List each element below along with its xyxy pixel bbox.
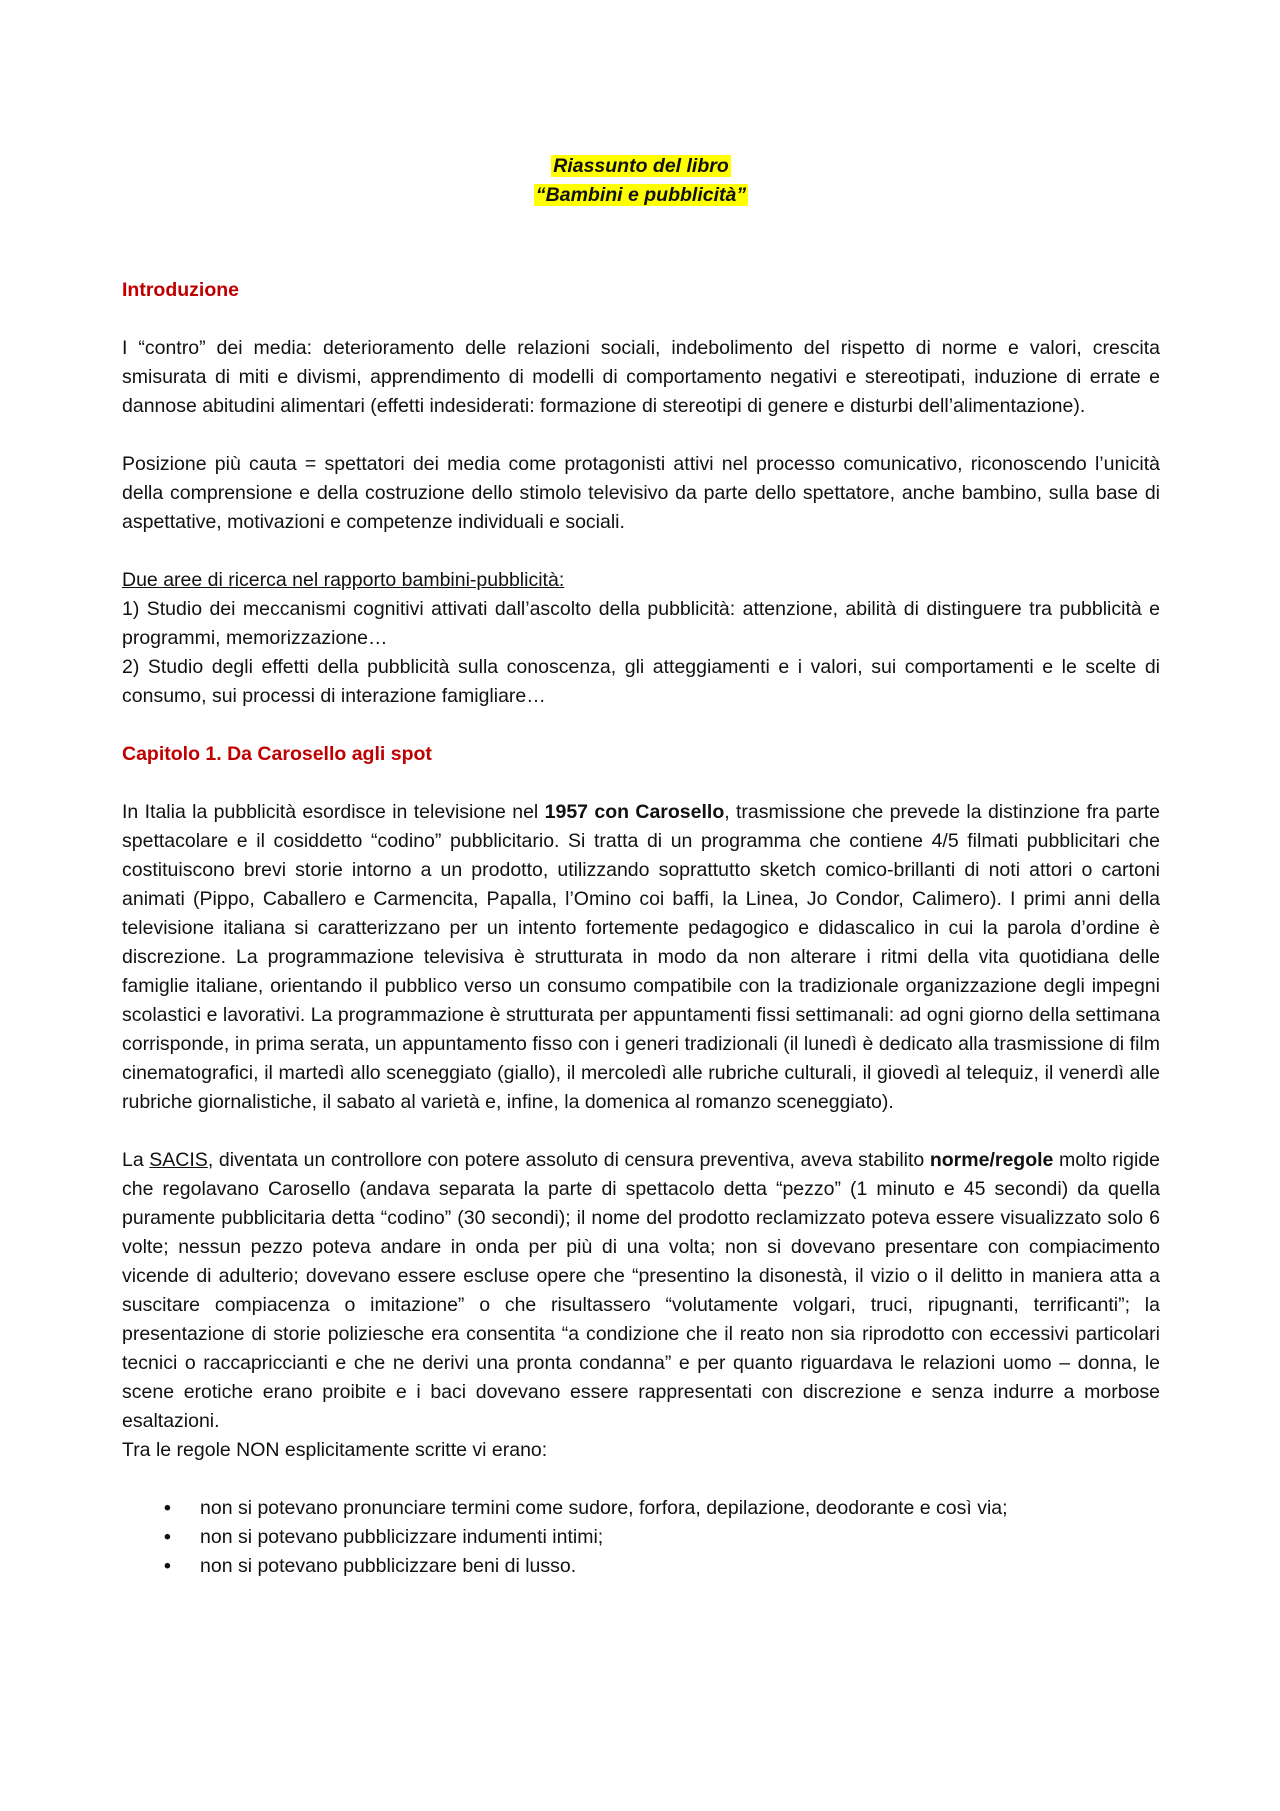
bullet-icon: • (164, 1526, 171, 1548)
chapter1-paragraph-1 (122, 798, 1160, 1117)
bullet-icon: • (164, 1555, 171, 1577)
p1-bold-carosello: 1957 con Carosello (544, 801, 725, 823)
p2-text-end: molto rigide che regolavano Carosello (andava separata la parte di spettacolo detta “pezzo” (1 minuto e 45 secondi) da quella puramente pubblicitaria detta “codino” (30 secondi); il nome del prodotto reclamizzato poteva essere visualizzato solo 6 volte; nessun pezzo poteva andare in onda per più di una volta; non si dovevano presentare con compiacimento vicende di adulterio; dovevano essere escluse opere che “presentino la disonestà, il vizio o il delitto in maniera atta a suscitare compiacenza o imitazione” o che risultassero “volutamente volgari, truci, ripugnanti, terrificanti”; la presentazione di storie poliziesche era consentita “a condizione che il reato non sia riprodotto con eccessivi particolari tecnici o raccapriccianti e che ne derivi una pronta condanna” e per quanto riguardava le relazioni uomo – donna, le scene erotiche erano proibite e i baci dovevano essere rappresentati con discrezione e senza indurre a morbose esaltazioni. (122, 1149, 1160, 1432)
intro-paragraph-1: I “contro” dei media: deterioramento delle relazioni sociali, indebolimento del rispetto di norme e valori, crescita smisurata di miti e divismi, apprendimento di modelli di comportamento negativi e stereotipati, induzione di errate e dannose abitudini alimentari (effetti indesiderati: formazione di stereotipi di genere e disturbi dell’alimentazione). (122, 337, 1160, 417)
chapter1-paragraph-2 (122, 1146, 1160, 1436)
title-line-2: “Bambini e pubblicità” (535, 184, 747, 206)
intro-paragraph-2: Posizione più cauta = spettatori dei media come protagonisti attivi nel processo comunicativo, riconoscendo l’unicità della comprensione e della costruzione dello stimolo televisivo da parte dello spettatore, anche bambino, sulla base di aspettative, motivazioni e competenze individuali e sociali. (122, 453, 1160, 533)
unwritten-rules-list (122, 1494, 1160, 1581)
bullet-icon: • (164, 1497, 171, 1519)
sacis-link[interactable]: SACIS (149, 1149, 208, 1171)
p1-text-end: , trasmissione che prevede la distinzione fra parte spettacolare e il cosiddetto “codino” pubblicitario. Si tratta di un programma che contiene 4/5 filmati pubblicitari che costituiscono brevi storie intorno a un prodotto, utilizzando soprattutto sketch comico-brillanti di noti attori o cartoni animati (Pippo, Caballero e Carmencita, Papalla, l’Omino coi baffi, la Linea, Jo Condor, Calimero). I primi anni della televisione italiana si caratterizzano per un intento fortemente pedagogico e didascalico in cui la parola d’ordine è discrezione. La programmazione televisiva è strutturata in modo da non alterare i ritmi della vita quotidiana delle famiglie italiane, orientando il pubblico verso un consumo compatibile con la tradizionale organizzazione degli impegni scolastici e lavorativi. La programmazione è strutturata per appuntamenti fissi settimanali: ad ogni giorno della settimana corrisponde, in prima serata, un appuntamento fisso con i generi tradizionali (il lunedì è dedicato alla trasmissione di film cinematografici, il martedì allo sceneggiato (giallo), il mercoledì alle rubriche culturali, il giovedì al telequiz, il venerdì alle rubriche giornalistiche, il sabato al varietà e, infine, la domenica al romanzo sceneggiato). (122, 801, 1160, 1113)
research-areas-title: Due aree di ricerca nel rapporto bambini-pubblicità: (122, 569, 565, 591)
section-heading-introduzione: Introduzione (122, 279, 239, 301)
list-item-text: non si potevano pubblicizzare indumenti intimi; (200, 1526, 604, 1548)
section-heading-capitolo-1: Capitolo 1. Da Carosello agli spot (122, 743, 432, 765)
document-body (122, 152, 1160, 1581)
p2-text-start: La (122, 1149, 150, 1171)
chapter1-paragraph-3: Tra le regole NON esplicitamente scritte vi erano: (122, 1439, 548, 1461)
list-item-text: non si potevano pronunciare termini come sudore, forfora, depilazione, deodorante e così via; (200, 1497, 1008, 1519)
p1-text-start: In Italia la pubblicità esordisce in televisione nel (122, 801, 545, 823)
title-line-1: Riassunto del libro (553, 155, 729, 177)
list-item (122, 1494, 1160, 1523)
list-item (122, 1523, 1160, 1552)
research-area-1: 1) Studio dei meccanismi cognitivi attivati dall’ascolto della pubblicità: attenzione, abilità di distinguere tra pubblicità e programmi, memorizzazione… (122, 598, 1160, 649)
list-item-text: non si potevano pubblicizzare beni di lusso. (200, 1555, 577, 1577)
research-area-2: 2) Studio degli effetti della pubblicità sulla conoscenza, gli atteggiamenti e i valori, sui comportamenti e le scelte di consumo, sui processi di interazione famigliare… (122, 656, 1160, 707)
document-title (122, 152, 1160, 210)
p2-text-mid: , diventata un controllore con potere assoluto di censura preventiva, aveva stabilito (207, 1149, 930, 1171)
p2-bold-norme: norme/regole (929, 1149, 1054, 1171)
list-item (122, 1552, 1160, 1581)
